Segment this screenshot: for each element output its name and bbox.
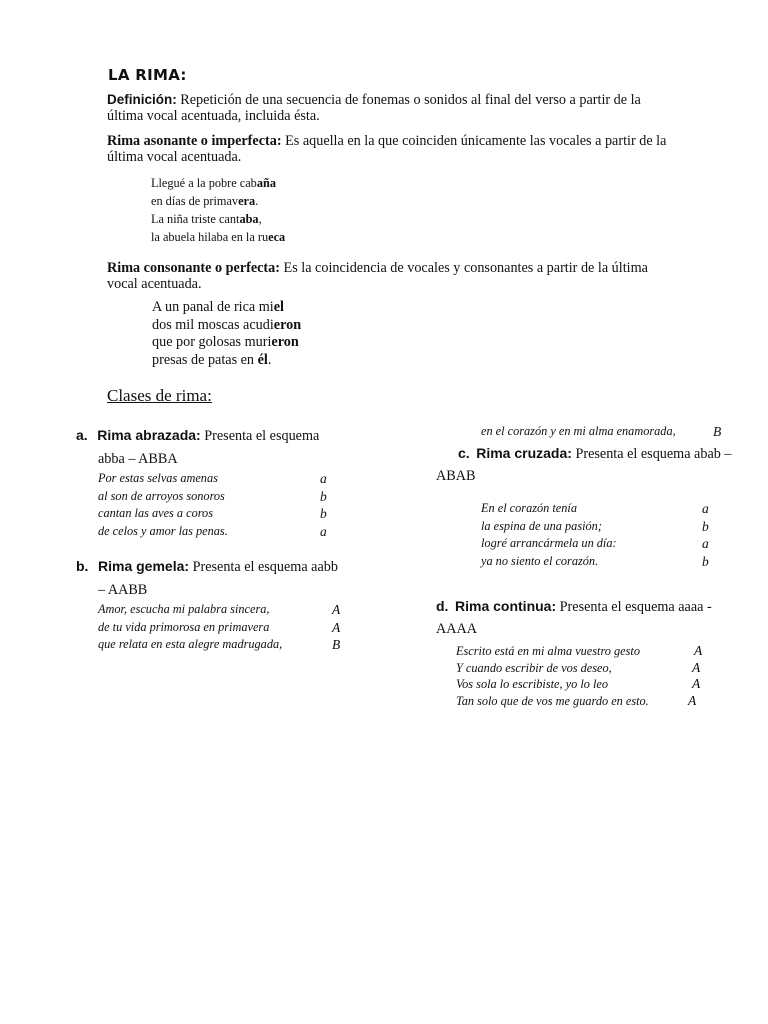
abrazada-scheme: abba – ABBA [98,451,178,467]
cruzada-heading: c. Rima cruzada: Presenta el esquema abab – [458,445,732,462]
poem-line: que relata en esta alegre madrugada, B [98,637,341,652]
list-marker: c. [458,445,470,461]
gemela-label: Rima gemela: [98,558,190,574]
asonante-label: Rima asonante o imperfecta: [107,133,282,149]
asonante-text: Es aquella en la que coinciden únicamente las vocales a partir de la última vocal acentuada. [107,133,667,165]
consonante-paragraph [107,260,667,292]
asonante-paragraph [107,133,667,165]
cruzada-label: Rima cruzada: [476,445,572,461]
abrazada-heading: a. Rima abrazada: Presenta el esquema [76,427,320,444]
definition-paragraph [107,92,667,124]
poem-line: Amor, escucha mi palabra sincera, A [98,602,341,617]
poem-line: que por golosas murieron [152,334,299,350]
poem-line: en el corazón y en mi alma enamorada, B [481,424,722,439]
poem-line: al son de arroyos sonoros b [98,488,327,504]
poem-line: Tan solo que de vos me guardo en esto. A [456,692,697,708]
continua-poem [456,643,702,709]
asonante-poem [151,174,285,246]
poem-line: dos mil moscas acudieron [152,316,302,333]
abrazada-poem [98,470,327,540]
poem-line: cantan las aves a coros b [98,506,327,521]
gemela-scheme: – AABB [98,582,148,598]
abrazada-label: Rima abrazada: [97,427,201,443]
consonante-text: Es la coincidencia de vocales y consonantes a partir de la última vocal acentuada. [107,260,648,292]
definition-text: Repetición de una secuencia de fonemas o sonidos al final del verso a partir de la última vocal acentuada, incluida ésta. [107,92,641,124]
poem-line: Y cuando escribir de vos deseo, A [456,659,701,675]
poem-line: Por estas selvas amenas a [98,471,327,486]
poem-line: A un panal de rica miel [152,299,284,315]
poem-line: en días de primavera. [151,194,259,208]
page-title: LA RIMA: [108,66,187,84]
list-marker: a. [76,427,88,443]
poem-line: logré arrancármela un día: a [481,536,709,551]
gemela-poem [98,601,340,654]
consonante-poem [152,299,301,369]
poem-line: La niña triste cantaba, [151,212,262,226]
poem-line: la abuela hilaba en la rueca [151,230,286,244]
section-heading: Clases de rima: [107,386,212,405]
poem-line: Escrito está en mi alma vuestro gesto A [456,643,703,658]
continua-label: Rima continua: [455,598,557,614]
definition-label: Definición: [107,92,177,107]
poem-line: En el corazón tenía a [481,501,709,516]
consonante-label: Rima consonante o perfecta: [107,260,280,276]
poem-line: la espina de una pasión; b [481,518,709,534]
poem-line: ya no siento el corazón. b [481,553,709,569]
poem-line: de celos y amor las penas. a [98,523,327,539]
poem-line: Vos sola lo escribiste, yo lo leo A [456,676,701,691]
poem-line: de tu vida primorosa en primavera A [98,619,341,635]
cruzada-scheme: ABAB [436,468,476,484]
continua-scheme: AAAA [436,621,477,637]
continua-heading: d. Rima continua: Presenta el esquema aaaa - [436,598,712,615]
list-marker: b. [76,558,89,574]
cruzada-poem [481,500,709,570]
gemela-heading: b. Rima gemela: Presenta el esquema aabb [76,558,338,575]
poem-line: presas de patas en él. [152,351,272,368]
poem-line: Llegué a la pobre cabaña [151,176,276,190]
list-marker: d. [436,598,449,614]
